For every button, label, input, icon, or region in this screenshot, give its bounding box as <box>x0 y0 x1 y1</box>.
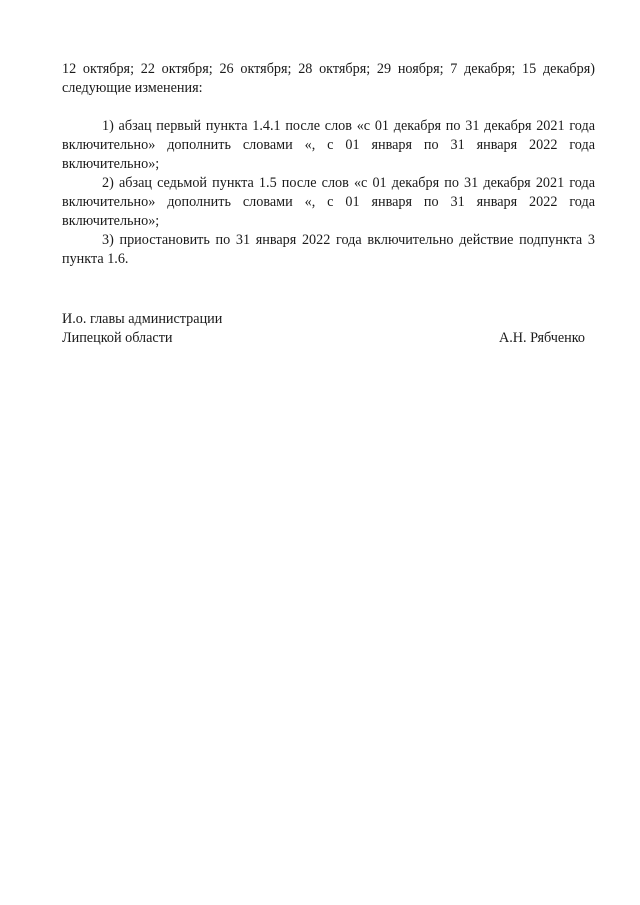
signer-position-line-2: Липецкой области <box>62 330 173 346</box>
document-body <box>62 60 595 269</box>
signer-position-line-1: И.о. главы администрации <box>62 311 223 327</box>
signer-name: А.Н. Рябченко <box>499 330 585 346</box>
intro-paragraph: 12 октября; 22 октября; 26 октября; 28 октября; 29 ноября; 7 декабря; 15 декабря) следующие изменения: <box>62 61 595 96</box>
signature-line-1 <box>62 310 585 329</box>
amendment-item-2: 2) абзац седьмой пункта 1.5 после слов «с 01 декабря по 31 декабря 2021 года включительно» дополнить словами «, с 01 января по 31 января 2022 года включительно»; <box>62 175 595 229</box>
signature-block <box>62 310 585 348</box>
amendment-item-3: 3) приостановить по 31 января 2022 года включительно действие подпункта 3 пункта 1.6. <box>62 232 595 267</box>
signature-line-2 <box>62 329 585 348</box>
amendment-item-1: 1) абзац первый пункта 1.4.1 после слов «с 01 декабря по 31 декабря 2021 года включительно» дополнить словами «, с 01 января по 31 января 2022 года включительно»; <box>62 118 595 172</box>
